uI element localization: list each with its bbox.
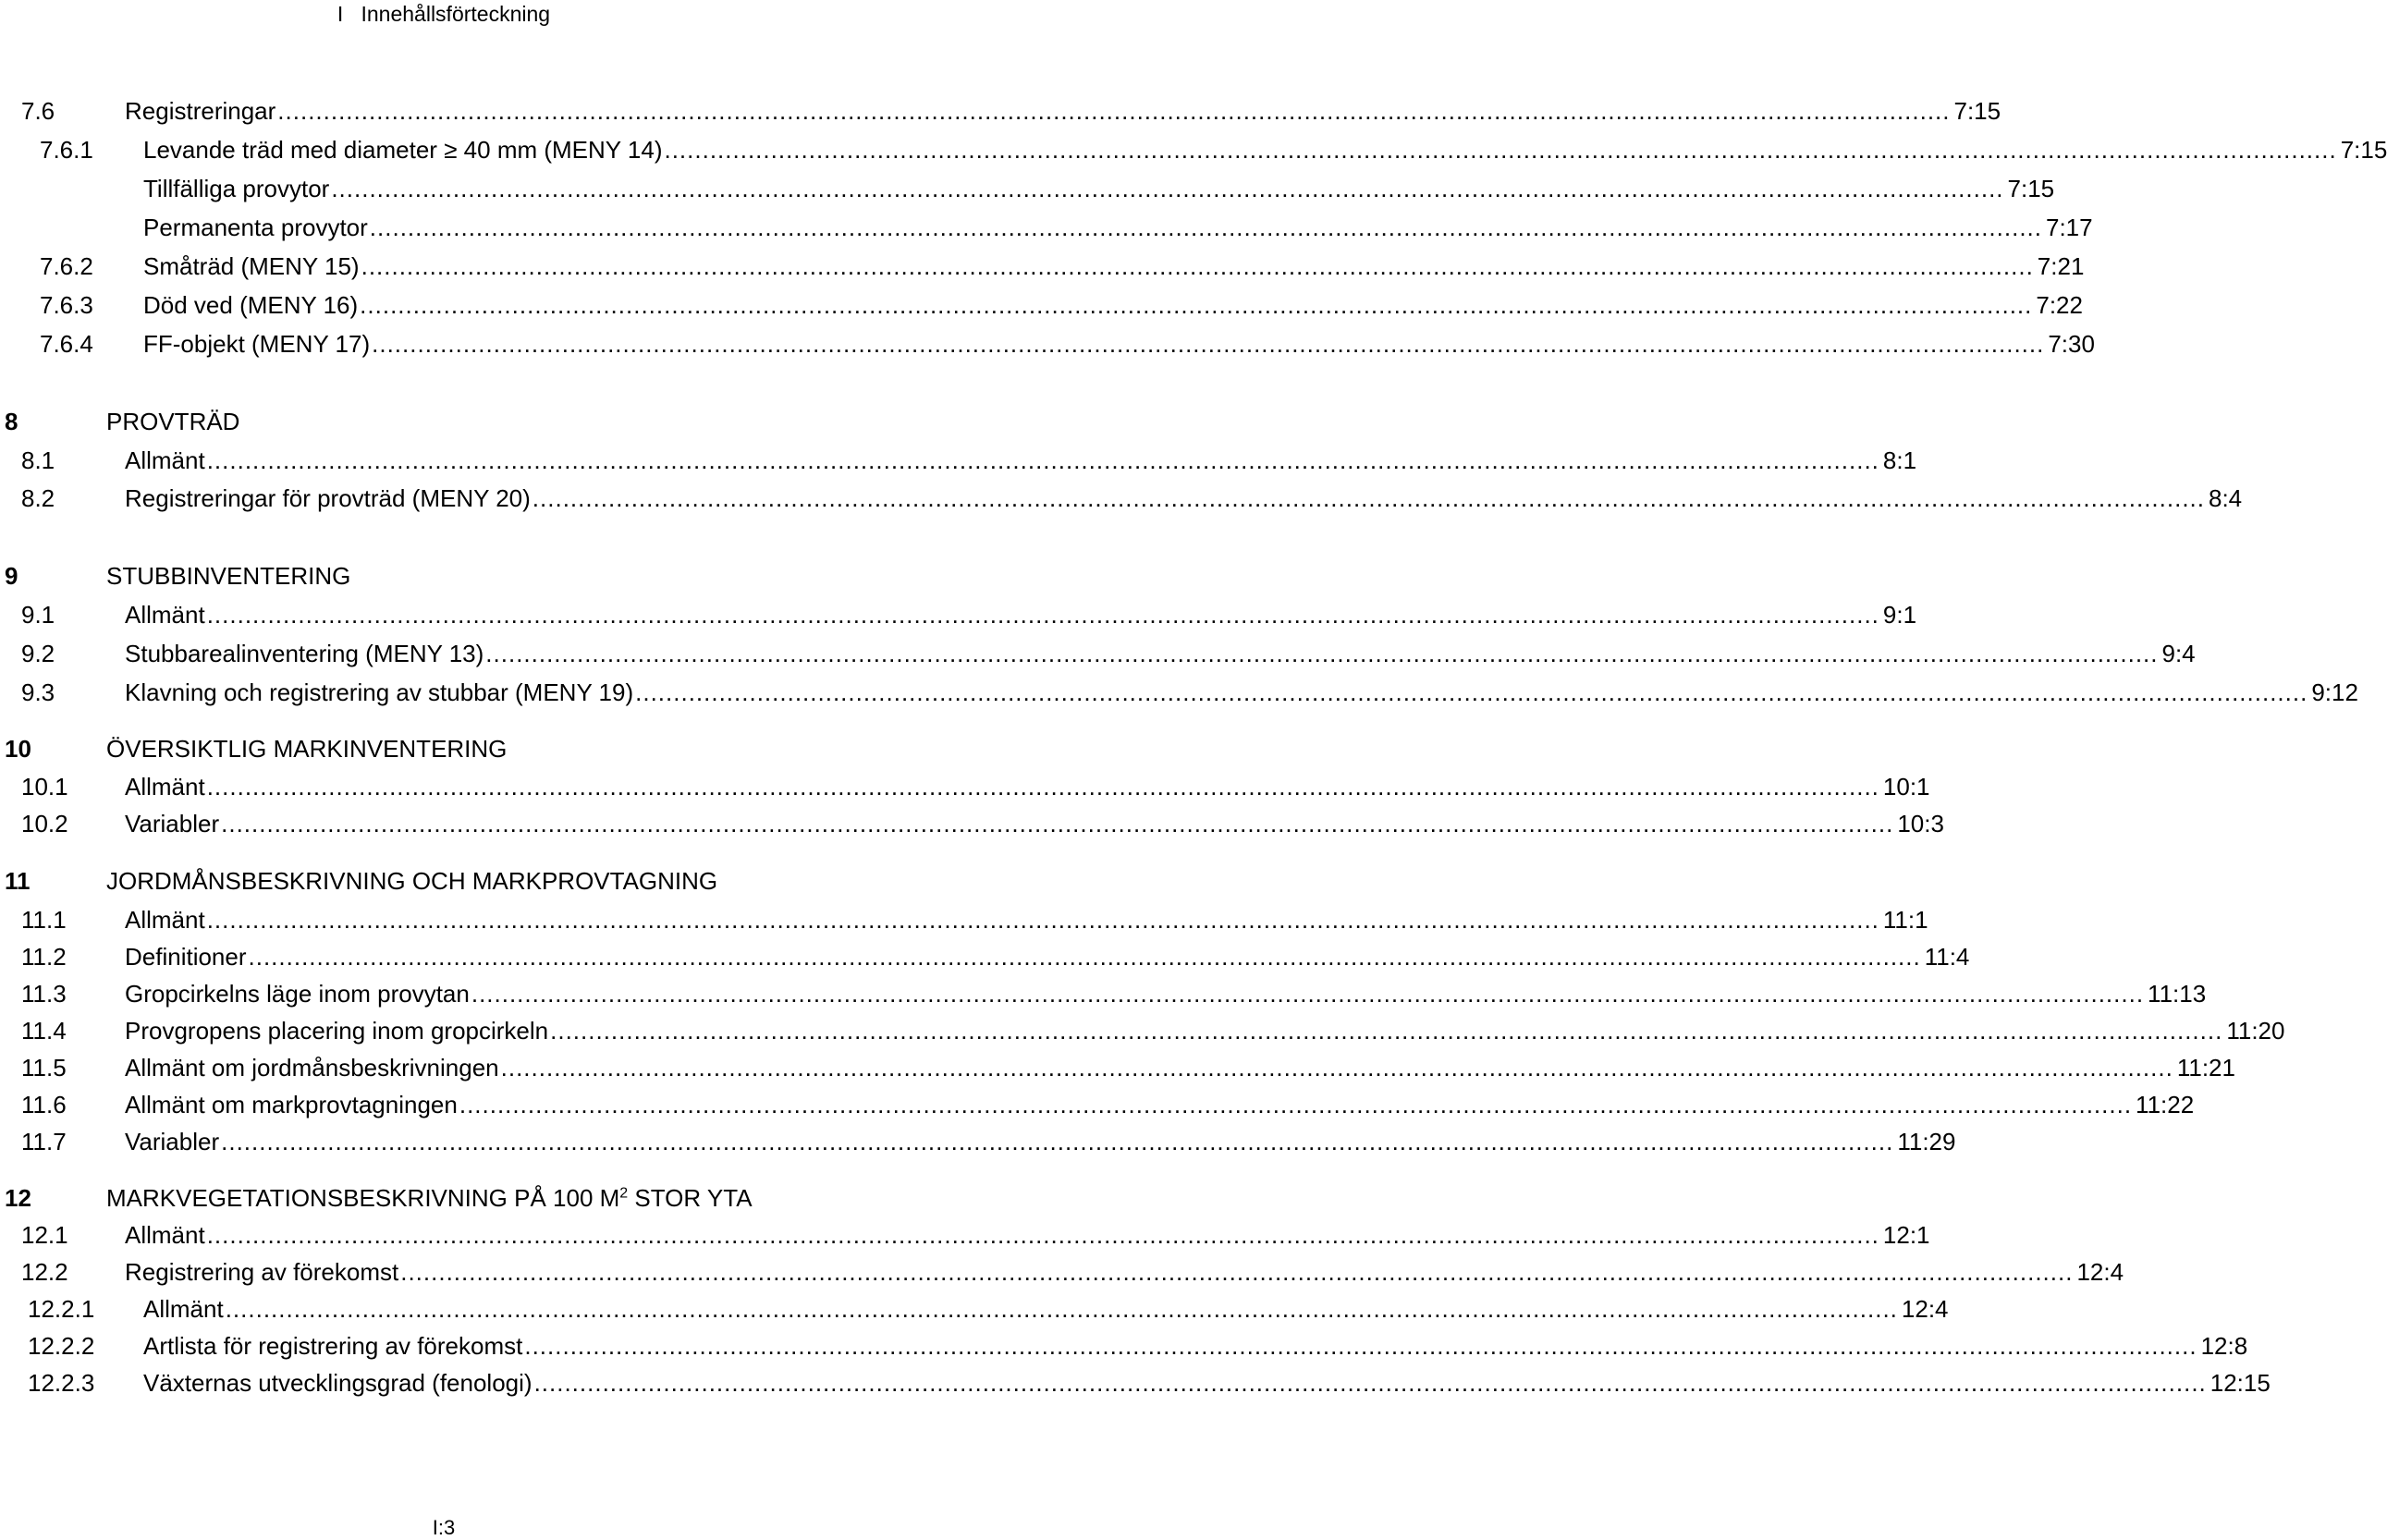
toc-entry-page: 12:4	[1901, 1295, 1949, 1323]
toc-entry-11-6[interactable]	[0, 1086, 2195, 1123]
toc-entry-title: Artlista för registrering av förekomst	[143, 1332, 523, 1360]
toc-entry-page: 9:12	[2311, 678, 2358, 706]
toc-entry-title: Allmänt	[143, 1295, 224, 1323]
toc-entry-number: 11.3	[21, 980, 67, 1008]
toc-entry-title: Allmänt	[125, 773, 205, 801]
toc-entry-11-1[interactable]	[0, 901, 1928, 938]
dot-leader: ............................................................................................................................................................................................................................	[206, 773, 1879, 801]
toc-entry-number: 11.7	[21, 1128, 67, 1155]
toc-entry-page: 7:21	[2037, 252, 2085, 280]
toc-entry-line	[125, 1216, 1930, 1253]
toc-entry-title: Småträd (MENY 15)	[143, 252, 360, 280]
toc-entry-11-2[interactable]	[0, 938, 1970, 975]
toc-entry-title: Registrering av förekomst	[125, 1258, 399, 1286]
toc-entry-12-2-3[interactable]	[0, 1364, 2271, 1401]
toc-entry-title: Permanenta provytor	[143, 214, 368, 241]
toc-entry-title: Definitioner	[125, 943, 247, 971]
dot-leader: ............................................................................................................................................................................................................................	[369, 214, 2042, 241]
toc-entry-line	[125, 442, 1917, 479]
toc-entry-title: Gropcirkelns läge inom provytan	[125, 980, 470, 1008]
toc-entry-title: Allmänt	[125, 446, 205, 474]
dot-leader: ............................................................................................................................................................................................................................	[206, 1221, 1879, 1249]
chapter-number: 11	[5, 867, 31, 895]
toc-entry-page: 9:4	[2161, 640, 2196, 667]
dot-leader: ............................................................................................................................................................................................................................	[277, 97, 1951, 125]
toc-entry-9-3[interactable]	[0, 674, 2358, 711]
dot-leader: ............................................................................................................................................................................................................................	[532, 484, 2205, 512]
toc-entry-title: Död ved (MENY 16)	[143, 291, 359, 319]
chapter-heading-8[interactable]	[0, 403, 887, 440]
toc-entry-line	[143, 1327, 2248, 1364]
dot-leader: ............................................................................................................................................................................................................................	[331, 175, 2004, 202]
toc-entry-9-2[interactable]	[0, 635, 2196, 672]
toc-entry-number: 7.6.2	[40, 252, 93, 280]
toc-entry-title: Stubbarealinventering (MENY 13)	[125, 640, 484, 667]
toc-entry-number: 9.2	[21, 640, 55, 667]
toc-entry-line	[143, 170, 2055, 207]
toc-entry-line	[143, 1290, 1949, 1327]
dot-leader: ............................................................................................................................................................................................................................	[248, 943, 1921, 971]
toc-entry-11-5[interactable]	[0, 1049, 2235, 1086]
page-header	[0, 0, 887, 28]
toc-entry-line	[125, 1012, 2285, 1049]
toc-entry-number: 7.6	[21, 97, 55, 125]
toc-entry-title: Växternas utvecklingsgrad (fenologi)	[143, 1369, 532, 1397]
toc-entry-12-2-1[interactable]	[0, 1290, 1949, 1327]
dot-leader: ............................................................................................................................................................................................................................	[664, 136, 2337, 164]
toc-entry-title: Allmänt om markprovtagningen	[125, 1091, 458, 1118]
toc-entry-title: Variabler	[125, 1128, 220, 1155]
toc-entry-title: Levande träd med diameter ≥ 40 mm (MENY 14)	[143, 136, 663, 164]
chapter-title-superscript: 2	[619, 1185, 629, 1202]
toc-entry-number: 12.2.2	[28, 1332, 95, 1360]
dot-leader: ............................................................................................................................................................................................................................	[459, 1091, 2133, 1118]
toc-entry-10-1[interactable]	[0, 768, 1930, 805]
toc-entry-10-2[interactable]	[0, 805, 1944, 842]
toc-entry-title: Provgropens placering inom gropcirkeln	[125, 1017, 549, 1045]
chapter-title	[106, 403, 239, 440]
dot-leader: ............................................................................................................................................................................................................................	[206, 446, 1879, 474]
chapter-number: 9	[5, 562, 18, 590]
toc-entry-title: Tillfälliga provytor	[143, 175, 330, 202]
toc-entry-12-2[interactable]	[0, 1253, 2124, 1290]
chapter-number: 8	[5, 408, 18, 435]
chapter-heading-9[interactable]	[0, 557, 887, 594]
toc-entry-page: 7:15	[2340, 136, 2387, 164]
toc-entry-line	[143, 209, 2093, 246]
toc-entry-number: 11.6	[21, 1091, 67, 1118]
toc-entry-page: 9:1	[1882, 601, 1917, 629]
dot-leader: ............................................................................................................................................................................................................................	[360, 291, 2033, 319]
chapter-title-text: JORDMÅNSBESKRIVNING OCH MARKPROVTAGNING	[106, 867, 718, 895]
toc-entry-line	[143, 131, 2387, 168]
dot-leader: ............................................................................................................................................................................................................................	[500, 1054, 2173, 1082]
chapter-heading-12[interactable]	[0, 1179, 887, 1216]
toc-entry-line	[125, 1049, 2235, 1086]
chapter-title-suffix: STOR YTA	[628, 1184, 753, 1212]
toc-entry-page: 11:29	[1897, 1128, 1956, 1155]
toc-entry-line	[125, 596, 1917, 633]
toc-entry-page: 8:4	[2209, 484, 2243, 512]
chapter-title	[106, 1179, 753, 1216]
toc-entry-number: 10.1	[21, 773, 68, 801]
toc-entry-page: 7:15	[2007, 175, 2055, 202]
toc-entry-number: 11.1	[21, 906, 67, 934]
toc-entry-number: 7.6.4	[40, 330, 93, 358]
toc-entry-page: 11:13	[2148, 980, 2207, 1008]
toc-entry-line	[125, 480, 2243, 517]
dot-leader: ............................................................................................................................................................................................................................	[485, 640, 2159, 667]
dot-leader: ............................................................................................................................................................................................................................	[524, 1332, 2197, 1360]
dot-leader: ............................................................................................................................................................................................................................	[471, 980, 2145, 1008]
toc-entry-7-6-3[interactable]	[0, 287, 2083, 324]
page-number: I:3	[432, 1516, 456, 1539]
chapter-title	[106, 557, 350, 594]
toc-entry-8-1[interactable]	[0, 442, 1917, 479]
toc-entry-line	[125, 92, 2001, 129]
toc-entry-page: 12:8	[2200, 1332, 2248, 1360]
chapter-title	[106, 730, 507, 767]
toc-entry-page: 11:20	[2226, 1017, 2285, 1045]
chapter-number: 12	[5, 1184, 31, 1212]
toc-entry-title: Registreringar	[125, 97, 276, 125]
dot-leader: ............................................................................................................................................................................................................................	[635, 678, 2308, 706]
toc-entry-line	[125, 938, 1970, 975]
toc-entry-title: Allmänt	[125, 1221, 205, 1249]
toc-entry-line	[125, 805, 1944, 842]
header-title: I Innehållsförteckning	[337, 2, 551, 26]
toc-entry-number: 8.1	[21, 446, 55, 474]
toc-entry-title: Variabler	[125, 810, 220, 837]
toc-entry-title: Klavning och registrering av stubbar (MENY 19)	[125, 678, 634, 706]
toc-entry-title: Allmänt om jordmånsbeskrivningen	[125, 1054, 499, 1082]
chapter-title	[106, 862, 717, 899]
toc-entry-number: 11.4	[21, 1017, 67, 1045]
toc-entry-line	[125, 901, 1928, 938]
toc-entry-line	[143, 325, 2095, 362]
toc-entry-line	[125, 1086, 2195, 1123]
chapter-title-text: PROVTRÄD	[106, 408, 240, 435]
toc-entry-line	[143, 1364, 2271, 1401]
toc-entry-title: FF-objekt (MENY 17)	[143, 330, 371, 358]
toc-entry-page: 7:22	[2036, 291, 2083, 319]
dot-leader: ............................................................................................................................................................................................................................	[221, 1128, 1894, 1155]
dot-leader: ............................................................................................................................................................................................................................	[221, 810, 1894, 837]
toc-entry-number: 12.1	[21, 1221, 68, 1249]
toc-entry-11-3[interactable]	[0, 975, 2207, 1012]
toc-entry-number: 12.2.3	[28, 1369, 95, 1397]
dot-leader: ............................................................................................................................................................................................................................	[206, 601, 1879, 629]
toc-entry-title: Allmänt	[125, 906, 205, 934]
toc-entry-11-4[interactable]	[0, 1012, 2285, 1049]
toc-entry-page: 10:3	[1897, 810, 1944, 837]
toc-entry-9-1[interactable]	[0, 596, 1917, 633]
toc-entry-page: 12:15	[2210, 1369, 2271, 1397]
toc-entry-7-6-4[interactable]	[0, 325, 2095, 362]
dot-leader: ............................................................................................................................................................................................................................	[550, 1017, 2223, 1045]
toc-entry-12-1[interactable]	[0, 1216, 1930, 1253]
toc-entry-line	[125, 1123, 1956, 1160]
dot-leader: ............................................................................................................................................................................................................................	[225, 1295, 1898, 1323]
toc-entry-title: Registreringar för provträd (MENY 20)	[125, 484, 531, 512]
toc-entry-7-6-2[interactable]	[0, 248, 2085, 285]
toc-entry-line	[125, 674, 2358, 711]
toc-entry-line	[125, 768, 1930, 805]
toc-entry-number: 9.1	[21, 601, 55, 629]
toc-entry-page: 11:4	[1924, 943, 1970, 971]
toc-entry-title: Allmänt	[125, 601, 205, 629]
toc-entry-page: 11:1	[1882, 906, 1928, 934]
toc-entry-line	[125, 1253, 2124, 1290]
toc-entry-number: 7.6.3	[40, 291, 93, 319]
chapter-heading-10[interactable]	[0, 730, 887, 767]
chapter-number: 10	[5, 735, 31, 763]
toc-entry-page: 7:17	[2046, 214, 2093, 241]
toc-entry-number: 12.2	[21, 1258, 68, 1286]
toc-entry-line	[125, 975, 2207, 1012]
toc-entry-number: 11.5	[21, 1054, 67, 1082]
toc-entry-page: 7:15	[1953, 97, 2001, 125]
toc-entry-line	[125, 635, 2196, 672]
toc-entry-page: 12:1	[1882, 1221, 1930, 1249]
dot-leader: ............................................................................................................................................................................................................................	[372, 330, 2045, 358]
toc-entry-line	[143, 287, 2083, 324]
dot-leader: ............................................................................................................................................................................................................................	[533, 1369, 2207, 1397]
toc-entry-sub-3[interactable]	[0, 209, 2093, 246]
toc-entry-page: 11:21	[2176, 1054, 2235, 1082]
toc-entry-8-2[interactable]	[0, 480, 2243, 517]
chapter-title-text: ÖVERSIKTLIG MARKINVENTERING	[106, 735, 508, 763]
chapter-heading-11[interactable]	[0, 862, 887, 899]
toc-entry-number: 10.2	[21, 810, 68, 837]
toc-entry-12-2-2[interactable]	[0, 1327, 2248, 1364]
chapter-title-text: MARKVEGETATIONSBESKRIVNING PÅ 100 M	[106, 1184, 620, 1212]
toc-entry-7-6[interactable]	[0, 92, 2001, 129]
toc-entry-page: 12:4	[2076, 1258, 2124, 1286]
toc-entry-7-6-1[interactable]	[0, 131, 2387, 168]
page-footer	[0, 1516, 887, 1540]
dot-leader: ............................................................................................................................................................................................................................	[206, 906, 1879, 934]
toc-entry-line	[143, 248, 2085, 285]
toc-entry-page: 7:30	[2048, 330, 2095, 358]
toc-entry-number: 8.2	[21, 484, 55, 512]
toc-entry-page: 11:22	[2136, 1091, 2195, 1118]
toc-entry-number: 11.2	[21, 943, 67, 971]
toc-entry-11-7[interactable]	[0, 1123, 1956, 1160]
chapter-title-text: STUBBINVENTERING	[106, 562, 351, 590]
toc-entry-number: 7.6.1	[40, 136, 93, 164]
toc-entry-sub-2[interactable]	[0, 170, 2055, 207]
dot-leader: ............................................................................................................................................................................................................................	[361, 252, 2034, 280]
toc-entry-page: 8:1	[1882, 446, 1917, 474]
toc-entry-number: 12.2.1	[28, 1295, 95, 1323]
dot-leader: ............................................................................................................................................................................................................................	[400, 1258, 2074, 1286]
toc-entry-page: 10:1	[1882, 773, 1930, 801]
toc-entry-number: 9.3	[21, 678, 55, 706]
